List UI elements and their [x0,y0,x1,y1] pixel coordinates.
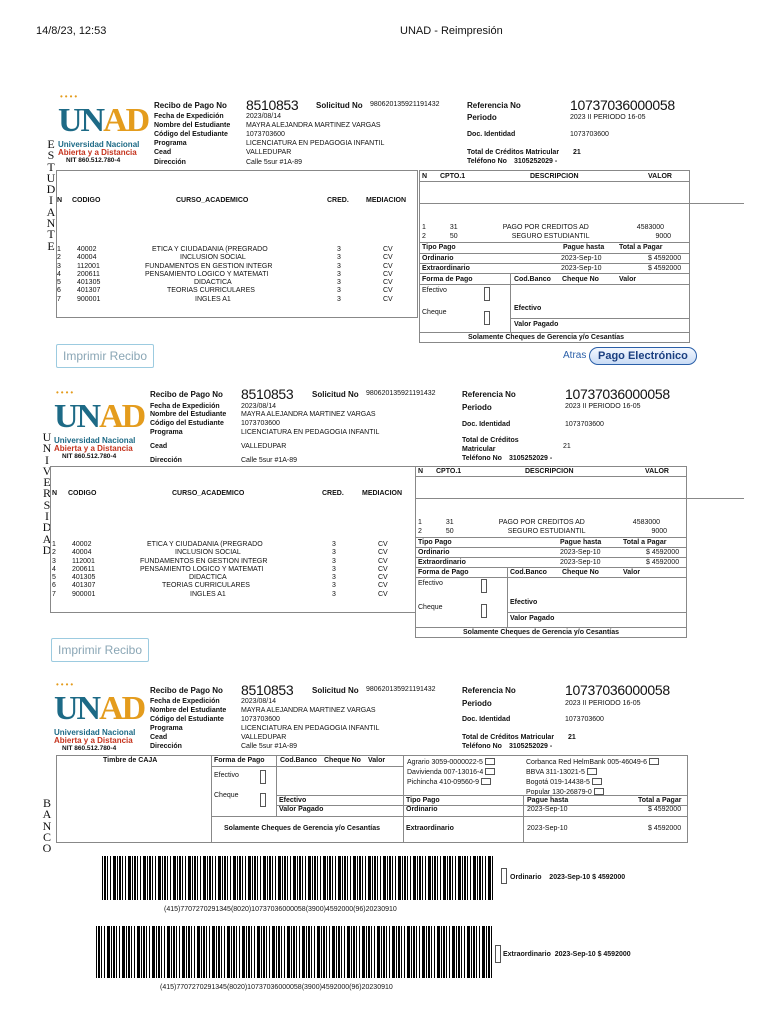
nombre-label: Nombre del Estudiante [150,411,227,418]
cheque-checkbox[interactable] [481,604,487,618]
unad-logo: •••• UNAD Universidad Nacional Abierta y a Distancia NIT 860.512.780-4 [54,680,145,752]
col-mediacion: MEDIACION [366,197,407,204]
col-n: N [418,468,424,475]
cead-value: VALLEDUPAR [246,149,292,156]
solamente-note: Solamente Cheques de Gerencia y/o Cesantías [463,629,620,636]
barcode-ordinario-checkbox[interactable] [501,868,507,884]
nombre-value: MAYRA ALEJANDRA MARTINEZ VARGAS [246,122,381,129]
periodo-value: 2023 II PERIODO 16-05 [565,700,641,707]
barcode-extraordinario-checkbox[interactable] [495,945,501,963]
efectivo-field-label: Efectivo [510,599,538,606]
ordinario-date: 2023-Sep-10 [560,549,601,556]
table-row: 6 401307 TEORIAS CURRICULARES 3 CV [57,287,393,295]
referencia-label: Referencia No [467,101,521,110]
cead-label: Cead [150,734,168,741]
cheque-label: Cheque [418,604,443,611]
efectivo-label: Efectivo [418,580,443,587]
col-cred: CRED. [327,197,349,204]
creditos-label: Total de Créditos Matricular [462,734,555,741]
pague-hasta-label: Pague hasta [563,244,605,251]
solicitud-label: Solicitud No [312,390,359,399]
list-item: Bogotá 019-14438-5 [526,777,659,787]
barcode-ordinario-label: Ordinario 2023-Sep-10 $ 4592000 [510,874,626,881]
col-valor: VALOR [645,468,669,475]
table-row: 7 900001 INGLES A1 3 CV [57,295,393,303]
table-row: 4 200611 PENSAMIENTO LOGICO Y MATEMATI 3 CV [52,565,388,573]
programa-value: LICENCIATURA EN PEDAGOGIA INFANTIL [241,429,380,436]
extra-amount: $ 4592000 [648,265,682,272]
courses-rows [57,246,417,304]
list-item: Popular 130-26879-0 [526,787,659,797]
cheque-label: Cheque [422,309,447,316]
cead-value: VALLEDUPAR [241,443,287,450]
list-item: BBVA 311-13021-5 [526,767,659,777]
courses-rows [52,541,412,599]
codigo-value: 1073703600 [241,420,280,427]
col-cpto: CPTO.1 [440,173,466,180]
cod-banco-label: Cod.Banco [514,276,551,283]
col-mediacion: MEDIACION [362,490,403,497]
table-row: 2 40004 INCLUSION SOCIAL 3 CV [52,549,388,557]
extra-date: 2023-Sep-10 [527,825,568,832]
bank-list-right [526,757,659,797]
table-row: 2 40004 INCLUSION SOCIAL 3 CV [57,254,393,262]
cead-label: Cead [150,443,168,450]
fecha-value: 2023/08/14 [241,403,277,410]
programa-label: Programa [154,140,187,147]
recibo-label: Recibo de Pago No [154,101,227,110]
electronic-payment-button[interactable]: Pago Electrónico [589,347,697,365]
periodo-label: Periodo [462,699,492,708]
efectivo-field-label: Efectivo [514,305,542,312]
programa-value: LICENCIATURA EN PEDAGOGIA INFANTIL [241,725,380,732]
solicitud-number: 980620135921191432 [370,101,440,108]
cheque-no-label: Cheque No [324,757,361,764]
logo-dots-icon: •••• [56,388,76,397]
table-row: 2 50 SEGURO ESTUDIANTIL 9000 [418,528,668,535]
barcode-extraordinario-label: Extraordinario 2023-Sep-10 $ 4592000 [503,951,631,958]
barcode-extraordinario [96,926,492,978]
codigo-label: Código del Estudiante [150,420,224,427]
fecha-label: Fecha de Expedición [150,403,220,410]
programa-value: LICENCIATURA EN PEDAGOGIA INFANTIL [246,140,385,147]
extra-date: 2023-Sep-10 [560,559,601,566]
direccion-value: Calle 5sur #1A-89 [241,457,298,464]
col-codigo: CODIGO [72,197,101,204]
col-cred: CRED. [322,490,344,497]
cheque-label: Cheque [214,792,239,799]
solicitud-number: 980620135921191432 [366,686,436,693]
fecha-label: Fecha de Expedición [150,698,220,705]
codigo-value: 1073703600 [246,131,285,138]
recibo-label: Recibo de Pago No [150,390,223,399]
direccion-label: Dirección [150,743,182,750]
table-row: 2 50 SEGURO ESTUDIANTIL 9000 [422,233,672,240]
page-title: UNAD - Reimpresión [400,25,503,37]
total-pagar-label: Total a Pagar [619,244,663,251]
valor-pagado-label: Valor Pagado [514,321,559,328]
referencia-number: 10737036000058 [570,97,675,113]
recibo-label: Recibo de Pago No [150,686,223,695]
periodo-label: Periodo [467,113,497,122]
creditos-label-b: Matricular [462,446,496,453]
cheque-checkbox[interactable] [484,311,490,325]
list-item: Agrario 3059-0000022-5 [407,757,495,767]
total-pagar-label: Total a Pagar [638,797,682,804]
cheque-no-label: Cheque No [562,276,599,283]
doc-value: 1073703600 [565,421,604,428]
ordinario-date: 2023-Sep-10 [527,806,568,813]
list-item: Davivienda 007-13016-4 [407,767,495,777]
fecha-value: 2023/08/14 [241,698,277,705]
solicitud-label: Solicitud No [316,101,363,110]
col-n: N [57,197,63,204]
referencia-number: 10737036000058 [565,682,670,698]
creditos-value: 21 [573,149,581,156]
nombre-label: Nombre del Estudiante [154,122,231,129]
referencia-label: Referencia No [462,390,516,399]
telefono-label: Teléfono No [462,743,502,750]
recibo-number: 8510853 [241,682,294,698]
barcode-code: (415)7707270291345(8020)10737036000058(3900)4592000(96)20230910 [160,984,393,991]
col-n: N [422,173,428,180]
efectivo-label: Efectivo [422,287,447,294]
print-receipt-button[interactable]: Imprimir Recibo [51,638,149,662]
doc-label: Doc. Identidad [462,421,511,428]
tipo-pago-label: Tipo Pago [422,244,456,251]
solicitud-label: Solicitud No [312,686,359,695]
fecha-value: 2023/08/14 [246,113,282,120]
total-pagar-label: Total a Pagar [623,539,667,546]
ordinario-label: Ordinario [406,806,438,813]
creditos-value: 21 [563,443,571,450]
telefono-value: 3105252029 - [514,158,558,165]
col-valor: VALOR [648,173,672,180]
forma-pago-label: Forma de Pago [214,757,265,764]
fecha-label: Fecha de Expedición [154,113,224,120]
ordinario-amount: $ 4592000 [646,549,680,556]
cod-banco-label: Cod.Banco [280,757,317,764]
barcode-ordinario [102,856,494,900]
table-row: 5 401305 DIDACTICA 3 CV [57,279,393,287]
efectivo-checkbox[interactable] [260,770,266,784]
valor-pagado-label: Valor Pagado [510,615,555,622]
valor-label: Valor [623,569,641,576]
print-receipt-button[interactable]: Imprimir Recibo [56,344,154,368]
pague-hasta-label: Pague hasta [560,539,602,546]
timbre-caja-label: Timbre de CAJA [103,757,158,764]
nombre-value: MAYRA ALEJANDRA MARTINEZ VARGAS [241,411,376,418]
tipo-pago-label: Tipo Pago [418,539,452,546]
extra-amount: $ 4592000 [646,559,680,566]
periodo-value: 2023 II PERIODO 16-05 [565,403,641,410]
cheque-checkbox[interactable] [260,793,266,807]
cead-value: VALLEDUPAR [241,734,287,741]
col-n: N [52,490,58,497]
ordinario-label: Ordinario [418,549,450,556]
efectivo-checkbox[interactable] [481,579,487,593]
col-descripcion: DESCRIPCION [530,173,579,180]
codigo-label: Código del Estudiante [154,131,228,138]
creditos-label-a: Total de Créditos [462,437,519,444]
direccion-label: Dirección [154,159,186,166]
tipo-pago-label: Tipo Pago [406,797,440,804]
programa-label: Programa [150,725,183,732]
valor-pagado-label: Valor Pagado [279,806,324,813]
col-curso: CURSO_ACADEMICO [172,490,245,497]
ordinario-amount: $ 4592000 [648,255,682,262]
side-label-banco: B A N C O [42,796,52,856]
back-link[interactable]: Atras [563,350,587,361]
col-cpto: CPTO.1 [436,468,462,475]
extra-amount: $ 4592000 [648,825,682,832]
forma-pago-label: Forma de Pago [418,569,469,576]
programa-label: Programa [150,429,183,436]
col-curso: CURSO_ACADEMICO [176,197,249,204]
efectivo-field-label: Efectivo [279,797,307,804]
table-row: 1 40002 ETICA Y CIUDADANIA (PREGRADO 3 CV [57,246,393,253]
unad-logo: •••• UNAD Universidad Nacional Abierta y a Distancia NIT 860.512.780-4 [58,92,149,164]
direccion-value: Calle 5sur #1A-89 [246,159,303,166]
recibo-number: 8510853 [241,386,294,402]
cod-banco-label: Cod.Banco [510,569,547,576]
telefono-label: Teléfono No [462,455,502,462]
doc-label: Doc. Identidad [462,716,511,723]
table-row: 6 401307 TEORIAS CURRICULARES 3 CV [52,582,388,590]
cead-label: Cead [154,149,172,156]
side-label-universidad: U N I V E R S I D A D [42,430,52,557]
cheque-no-label: Cheque No [562,569,599,576]
table-row: 3 112001 FUNDAMENTOS EN GESTION INTEGR 3 CV [52,557,388,565]
side-label-estudiante: E S T U D I A N T E [46,137,56,253]
creditos-value: 21 [568,734,576,741]
col-descripcion: DESCRIPCION [525,468,574,475]
codigo-value: 1073703600 [241,716,280,723]
list-item: Pichincha 410-09560-9 [407,777,495,787]
referencia-label: Referencia No [462,686,516,695]
direccion-value: Calle 5sur #1A-89 [241,743,298,750]
table-row: 4 200611 PENSAMIENTO LOGICO Y MATEMATI 3 CV [57,270,393,278]
telefono-label: Teléfono No [467,158,507,165]
creditos-label: Total de Créditos Matricular [467,149,560,156]
pague-hasta-label: Pague hasta [527,797,569,804]
nombre-value: MAYRA ALEJANDRA MARTINEZ VARGAS [241,707,376,714]
list-item: Corbanca Red HelmBank 005-46049-6 [526,757,659,767]
efectivo-checkbox[interactable] [484,287,490,301]
codigo-label: Código del Estudiante [150,716,224,723]
table-row: 3 112001 FUNDAMENTOS EN GESTION INTEGR 3 CV [57,262,393,270]
logo-dots-icon: •••• [56,680,76,689]
direccion-label: Dirección [150,457,182,464]
logo-dots-icon: •••• [60,92,80,101]
extraordinario-label: Extraordinario [418,559,466,566]
forma-pago-label: Forma de Pago [422,276,473,283]
doc-value: 1073703600 [570,131,609,138]
referencia-number: 10737036000058 [565,386,670,402]
col-codigo: CODIGO [68,490,97,497]
solamente-note: Solamente Cheques de Gerencia y/o Cesantías [224,825,381,832]
doc-value: 1073703600 [565,716,604,723]
efectivo-label: Efectivo [214,772,239,779]
bank-list-left [407,757,495,787]
telefono-value: 3105252029 - [509,743,553,750]
periodo-label: Periodo [462,403,492,412]
table-row: 7 900001 INGLES A1 3 CV [52,590,388,598]
recibo-number: 8510853 [246,97,299,113]
nombre-label: Nombre del Estudiante [150,707,227,714]
telefono-value: 3105252029 - [509,455,553,462]
table-row: 1 31 PAGO POR CREDITOS AD 4583000 [422,224,665,231]
unad-logo: •••• UNAD Universidad Nacional Abierta y a Distancia NIT 860.512.780-4 [54,388,145,460]
ordinario-label: Ordinario [422,255,454,262]
barcode-code: (415)7707270291345(8020)10737036000058(3900)4592000(96)20230910 [164,906,397,913]
valor-label: Valor [368,757,386,764]
periodo-value: 2023 II PERIODO 16-05 [570,114,646,121]
extraordinario-label: Extraordinario [422,265,470,272]
ordinario-amount: $ 4592000 [648,806,682,813]
doc-label: Doc. Identidad [467,131,516,138]
table-row: 1 31 PAGO POR CREDITOS AD 4583000 [418,519,661,526]
extraordinario-label: Extraordinario [406,825,454,832]
extra-date: 2023-Sep-10 [561,265,602,272]
solicitud-number: 980620135921191432 [366,390,436,397]
ordinario-date: 2023-Sep-10 [561,255,602,262]
print-timestamp: 14/8/23, 12:53 [36,25,107,37]
table-row: 1 40002 ETICA Y CIUDADANIA (PREGRADO 3 CV [52,541,388,548]
valor-label: Valor [619,276,637,283]
table-row: 5 401305 DIDACTICA 3 CV [52,574,388,582]
solamente-note: Solamente Cheques de Gerencia y/o Cesantías [468,334,625,341]
